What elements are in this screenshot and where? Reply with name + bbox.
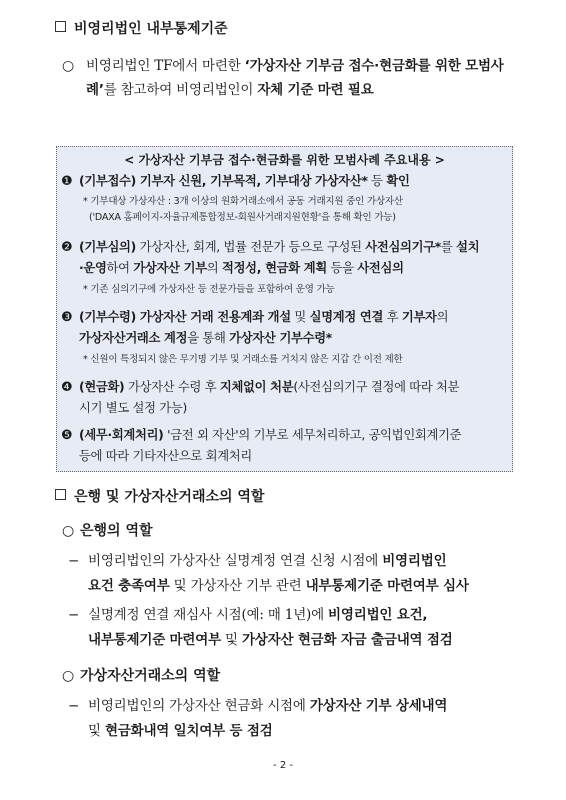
dash-bullet-icon: − — [68, 553, 80, 569]
bank-role-heading: ○ 은행의 역할 — [62, 519, 153, 543]
note-eligible-assets: * 기부대상 가상자산 : 3개 이상의 원화거래소에서 공동 거래지원 중인 가상자산 — [83, 196, 403, 207]
note-anonymous-restriction: * 신원이 특정되지 않은 무기명 기부 및 거래소를 거치지 않은 지갑 간 이전 제한 — [83, 354, 403, 365]
bullet-circle-icon: ○ — [62, 523, 75, 539]
bullet-circle-icon: ○ — [62, 58, 75, 74]
item-liquidation: ❹ (현금화) 가상자산 수령 후 지체없이 처분(사전심의기구 결정에 따라 처분 시기 별도 설정 가능) — [61, 380, 460, 415]
number-3-icon: ❸ — [61, 310, 73, 325]
item-donation-review: ❷ (기부심의) 가상자산, 회계, 법률 전문가 등으로 구성된 사전심의기구*를 설치 ·운영하여 가상자산 기부의 적정성, 현금화 계획 등을 사전심의 — [61, 240, 480, 275]
intro-paragraph: 비영리법인 TF에서 마련한 ‘가상자산 기부금 접수·현금화를 위한 모범사례’를 참고하여 비영리법인이 자체 기준 마련 필요 — [86, 58, 504, 98]
bank-duty-initial-review: − 비영리법인의 가상자산 실명계정 연결 신청 시점에 비영리법인 요건 충족여부 및 가상자산 기부 관련 내부통제기준 마련여부 심사 — [68, 549, 518, 599]
section-heading-roles: 은행 및 가상자산거래소의 역할 — [55, 488, 264, 506]
bullet-circle-icon: ○ — [62, 668, 75, 684]
checkbox-square-icon — [55, 21, 66, 32]
number-2-icon: ❷ — [61, 240, 73, 255]
summary-box-title: < 가상자산 기부금 접수·현금화를 위한 모범사례 주요내용 > — [124, 153, 445, 167]
item-donation-receipt-account: ❸ (기부수령) 가상자산 거래 전용계좌 개설 및 실명계정 연결 후 기부자의 가상자산거래소 계정을 통해 가상자산 기부수령* — [61, 310, 449, 345]
page-number: - 2 - — [273, 760, 293, 771]
number-5-icon: ❺ — [61, 428, 73, 443]
note-daxa-reference: ('DAXA 홈페이지-자율규제통합정보-회원사거래지원현황'을 통해 확인 가능) — [89, 212, 396, 223]
item-tax-accounting: ❺ (세무·회계처리) '금전 외 자산'의 기부로 세무처리하고, 공익법인회계기준 등에 따라 기타자산으로 회계처리 — [61, 428, 462, 463]
bank-duty-re-review: − 실명계정 연결 재심사 시점(예: 매 1년)에 비영리법인 요건, 내부통제기준 마련여부 및 가상자산 현금화 자금 출금내역 점검 — [68, 603, 518, 653]
dash-bullet-icon: − — [68, 607, 80, 623]
number-4-icon: ❹ — [61, 380, 73, 395]
number-1-icon: ❶ — [61, 174, 73, 189]
dash-bullet-icon: − — [68, 698, 80, 714]
exchange-role-heading: ○ 가상자산거래소의 역할 — [62, 664, 220, 688]
note-existing-committee: * 기존 심의기구에 가상자산 등 전문가들을 포함하여 운영 가능 — [83, 284, 335, 295]
checkbox-square-icon — [55, 489, 66, 500]
item-donation-receipt: ❶ (기부접수) 기부자 신원, 기부목적, 기부대상 가상자산* 등 확인 — [61, 171, 507, 192]
exchange-duty-check: − 비영리법인의 가상자산 현금화 시점에 가상자산 기부 상세내역 및 현금화내역 일치여부 등 점검 — [68, 694, 518, 744]
best-practice-summary-box — [56, 146, 513, 472]
section-heading-internal-control: 비영리법인 내부통제기준 — [55, 20, 228, 38]
